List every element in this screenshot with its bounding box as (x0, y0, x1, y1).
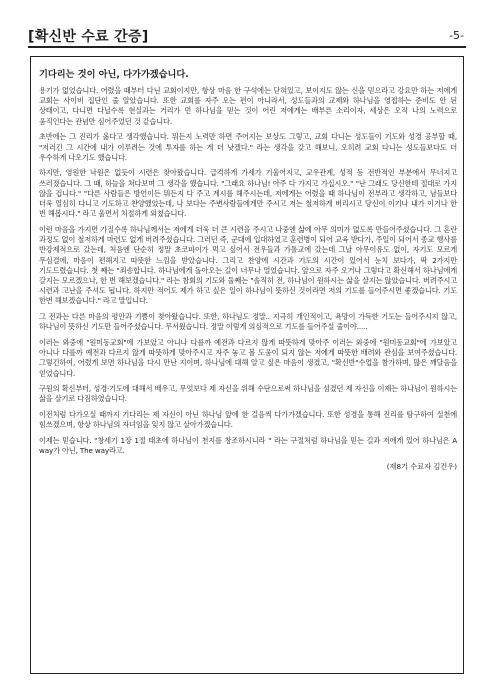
testimony-content (39, 69, 457, 472)
paragraph: 하지만, 영원한 낙원은 없듯이 시련은 찾아왔습니다. 급격하게 가세가 기울어지고, 교우관계, 성적 등 전반적인 부분에서 무너지고 쓰러졌습니다. 그 때, 하늘을 쳐다보며 그 생각을 했습니다. "그래요 하나님! 아주 다 가지고 가십시오." "난 그래도 당신한테 절대로 가지 않을 겁니다." "다른 사람들은 방언이든 뭐든지 다 주고 계시를 해주시는데, 저에게는 어렸을 때 하나님이 전부라고 생각하고, 남들보다 더욱 열심히 다니고 기도하고 찬양했었는데, 나 보다는 주변사람들에게만 주시고 저는 철저하게 버리시고 당신이 이기나 내가 이기나 한 번 해봅시다." 라고 울면서 처절하게 외쳤습니다. (39, 168, 457, 219)
header-divider (28, 46, 466, 48)
paragraph: 이제는 믿습니다. "창세기 1장 1절 태초에 하나님이 천지를 창조하시니라 " 라는 구절처럼 하나님을 믿는 길과 저에게 있어 하나님은 A way가 아닌, The way라고. (39, 436, 457, 456)
paragraph: 초반에는 그 진리가 옳다고 생각했습니다. 뭐든지 노력만 하면 주어지는 보상도 그렇고, 교회 다니는 성도들이 기도와 성경 공부할 때, "저러긴 그 시간에 내가 이루려는 것에 투자를 하는 게 더 낫겠다." 라는 생각을 갖고 해보니, 오히려 교회 다니는 성도들보다도 더 우수하게 나오기도 했습니다. (39, 132, 457, 162)
paragraph: 용기가 없었습니다. 어렸을 때부터 다닌 교회이지만, 항상 마음 한 구석에는 닫혀있고, 보이지도 않는 신을 믿으라고 강요만 하는 저에게 교회는 사이비 집단인 줄 알았습니다. 또한 교회를 자주 오는 편이 아니라서, 성도들과의 교제와 하나님을 영접하는 준비도 안 된 상태이고, 다니면 다닐수록 현실과는 거리가 먼 하나님을 믿는 것이 어린 저에게는 배부른 소리이자, 세상은 오직 나의 노력으로 움직인다는 관념만 심어주었던 것 같습니다. (39, 86, 457, 126)
author-signature: (제8기 수료자 김건우) (386, 462, 457, 471)
section-title: [확신반 수료 간증] (28, 29, 149, 45)
paragraph: 이러는 와중에 "원미동교회"에 가보았고 아니나 다를까 예전과 다르지 않게 따뜻하게 맞아주 이러는 와중에 "원미동교회"에 가보았고 아니나 다를까 예전과 다르지 않게 따뜻하게 맞아주시고 자주 놓고 볼 도움이 되지 않는 저에게 따뜻한 배려와 관심을 보여주셨습니다. 그렇긴하여, 어렸게 보면 하나님을 다시 만난 지이며, 하나님에 대해 알고 싶은 마음이 생겼고, "확신반"수업을 참가하며, 많은 깨달음을 얻었습니다. (39, 337, 457, 378)
paragraph: 그 전과는 다른 마음의 평안과 기쁨이 찾아왔습니다. 또한, 하나님도 정말.. 지극히 개인적이고, 욕망이 가득한 기도는 들어주시지 않고, 하나님이 뜻하신 기도만 들어주셨습니다. 무서웠습니다. 정말 이렇게 의심적으로 기도를 들어주실 줄이야..... (39, 312, 457, 332)
page-header (28, 26, 466, 48)
page-number: -5- (449, 29, 464, 42)
paragraph: 이런 마음을 가지면 가질수록 하나님께서는 저에게 더욱 더 큰 시련을 주시고 나중엔 삶에 아무 의미가 없도록 만들어주셨습니다. 그 혼란 과정도 없이 철저하게 마련도 없게 버려주셨습니다. 그러던 즉, 군대에 입대하였고 훈련병이 되어 교육 받다가, 주일이 되어서 종교 행사를 반강제적으로 갔는데, 처음엔 단순히 정말 초코파이가 먹고 싶어서 전우들과 가톨교에 갔는데 그날 아무이유도 없이, 자기도 모르게 무심결에, 마음이 편해지고 따뜻한 느낌을 받았습니다. 그리고 찬양에 시간과 기도의 시간이 있어서 눈치 보다가, 딱 2가지만 기도드렸습니다. 첫 째는 "죄송합니다. 하나님에게 돌아오는 길이 너무나 멀었습니다. 앞으로 자주 오거나 그렇다고 확신해서 하나님에게 갈지는 모르겠으나, 한 번 해보겠습니다." 라는 참회의 기도와 둘째는 "솔직히 전, 하나님이 원하시는 삶을 살지는 않았습니다. 버려주시고 시련과 고난을 주셔도 됩니다. 하지만 적어도 제가 하고 싶은 일이 하나님이 뜻하신 것이라면 저의 기도를 들어주시면 좋겠습니다. 기도 한번 해보겠습니다." 라고 말입니다. (39, 224, 457, 306)
testimony-box (30, 56, 464, 674)
paragraph: 이전처럼 다가오실 때까지 기다리는 제 자신이 아닌 하나님 앞에 한 걸음씩 다가가겠습니다. 또한 성경을 통해 진리를 탐구하여 실천에 힘쓰겠으며, 항상 하나님의 자녀임을 잊지 않고 살아가겠습니다. (39, 410, 457, 430)
testimony-headline: 기다리는 것이 아닌, 다가가겠습니다. (39, 69, 189, 80)
paragraph: 구원의 확신부터, 성경·기도에 대해서 배우고, 무엇보다 제 자신을 위해 수단으로써 하나님을 섬겼던 제 자신을 이제는 하나님이 원하시는 삶을 살기로 다짐하였습니다. (39, 384, 457, 404)
